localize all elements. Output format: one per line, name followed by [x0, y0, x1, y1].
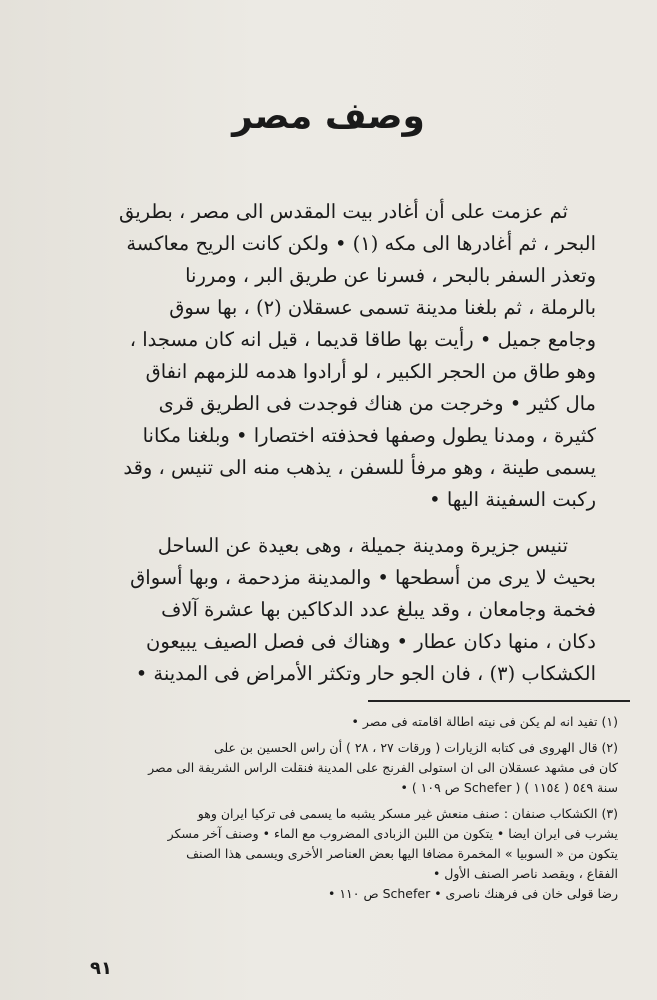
footnote-line: يشرب فى ايران ايضا • يتكون من اللبن الزبادى المضروب مع الماء • وصنف آخر مسكر [167, 826, 618, 841]
paragraph-1 [58, 196, 596, 516]
footnote-line: (٢) قال الهروى فى كتابه الزيارات ( ورقات ٢٧ ، ٢٨ ) أن راس الحسين بن على [213, 740, 618, 755]
text-line: وهو طاق من الحجر الكبير ، لو أرادوا هدمه للزمهم انفاق [145, 360, 596, 383]
text-line: بالرملة ، ثم بلغنا مدينة تسمى عسقلان (٢) ، بها سوق [169, 296, 596, 319]
text-line: تنيس جزيرة ومدينة جميلة ، وهى بعيدة عن الساحل [157, 534, 568, 557]
text-line: ثم عزمت على أن أغادر بيت المقدس الى مصر ، بطريق [118, 200, 568, 223]
footnote-line: رضا قولى خان فى فرهنك ناصرى • Schefer ص ١١٠ • [327, 886, 618, 901]
text-line: فخمة وجامعان ، وقد يبلغ عدد الدكاكين بها عشرة آلاف [161, 598, 596, 621]
text-line: كثيرة ، ومدنا يطول وصفها فحذفته اختصارا • وبلغنا مكانا [142, 424, 596, 447]
text-line: البحر ، ثم أغادرها الى مكه (١) • ولكن كانت الريح معاكسة [126, 232, 596, 255]
footnote-line: (٣) الكشكاب صنفان : صنف منعش غير مسكر يشبه ما يسمى فى تركيا ايران وهو [197, 806, 618, 821]
text-line: مال كثير • وخرجت من هناك فوجدت فى الطريق قرى [158, 392, 596, 415]
page-number: ٩١ [90, 958, 112, 979]
text-line: دكان ، منها دكان عطار • وهناك فى فصل الصيف يبيعون [146, 630, 596, 653]
text-line: بحيث لا يرى من أسطحها • والمدينة مزدحمة ، وبها أسواق [130, 566, 596, 589]
footnote-divider [368, 700, 630, 702]
text-line: ركبت السفينة اليها • [429, 488, 596, 511]
text-line: وجامع جميل • رأيت بها طاقا قديما ، قيل انه كان مسجدا ، [129, 328, 596, 351]
text-line: الكشكاب (٣) ، فان الجو حار وتكثر الأمراض فى المدينة • [135, 662, 596, 685]
footnotes [58, 712, 618, 910]
footnote-line: سنة ٥٤٩ ( ١١٥٤ ) ( Schefer ص ١٠٩ ) • [400, 780, 618, 795]
footnote-line: (١) تفيد انه لم يكن فى نيته اطالة اقامته فى مصر • [351, 714, 618, 729]
footnote-1 [58, 712, 618, 732]
page-title: وصف مصر [232, 96, 425, 137]
footnote-3 [58, 804, 618, 904]
paragraph-2 [58, 530, 596, 690]
footnote-line: يتكون من « السوبيا » المخمرة مضافا اليها بعض العناصر الأخرى ويسمى هذا الصنف [186, 846, 618, 861]
footnote-line: كان فى مشهد عسقلان الى ان استولى الفرنج على المدينة فنقلت الراس الشريفة الى مصر [148, 760, 618, 775]
footnote-line: الفقاع ، ويقصد ناصر الصنف الأول • [432, 866, 618, 881]
text-line: يسمى طينة ، وهو مرفأ للسفن ، يذهب منه الى تنيس ، وقد [123, 456, 596, 479]
text-line: وتعذر السفر بالبحر ، فسرنا عن طريق البر ، ومررنا [185, 264, 596, 287]
footnote-2 [58, 738, 618, 798]
